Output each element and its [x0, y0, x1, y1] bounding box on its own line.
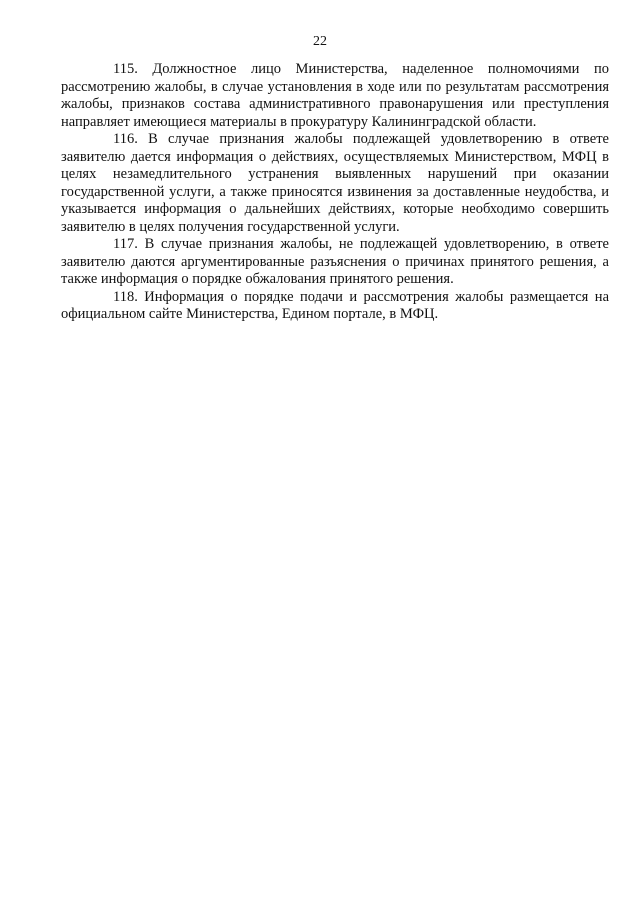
- paragraph-116: 116. В случае признания жалобы подлежащей удовлетворению в ответе заявителю дается информация о действиях, осуществляемых Министерством, МФЦ в целях незамедлительного устранения выявленных нарушений при оказании государственной услуги, а также приносятся извинения за доставленные неудобства, и указывается информация о дальнейших действиях, которые необходимо совершить заявителю в целях получения государственной услуги.: [61, 131, 609, 235]
- paragraph-115: 115. Должностное лицо Министерства, наделенное полномочиями по рассмотрению жалобы, в случае установления в ходе или по результатам рассмотрения жалобы, признаков состава административного правонарушения или преступления направляет имеющиеся материалы в прокуратуру Калининградской области.: [61, 61, 609, 130]
- paragraph-117: 117. В случае признания жалобы, не подлежащей удовлетворению, в ответе заявителю даются аргументированные разъяснения о причинах принятого решения, а также информация о порядке обжалования принятого решения.: [61, 236, 609, 287]
- document-body: [61, 61, 609, 324]
- page-number: 22: [313, 34, 327, 49]
- paragraph-118: 118. Информация о порядке подачи и рассмотрения жалобы размещается на официальном сайте Министерства, Едином портале, в МФЦ.: [61, 288, 609, 322]
